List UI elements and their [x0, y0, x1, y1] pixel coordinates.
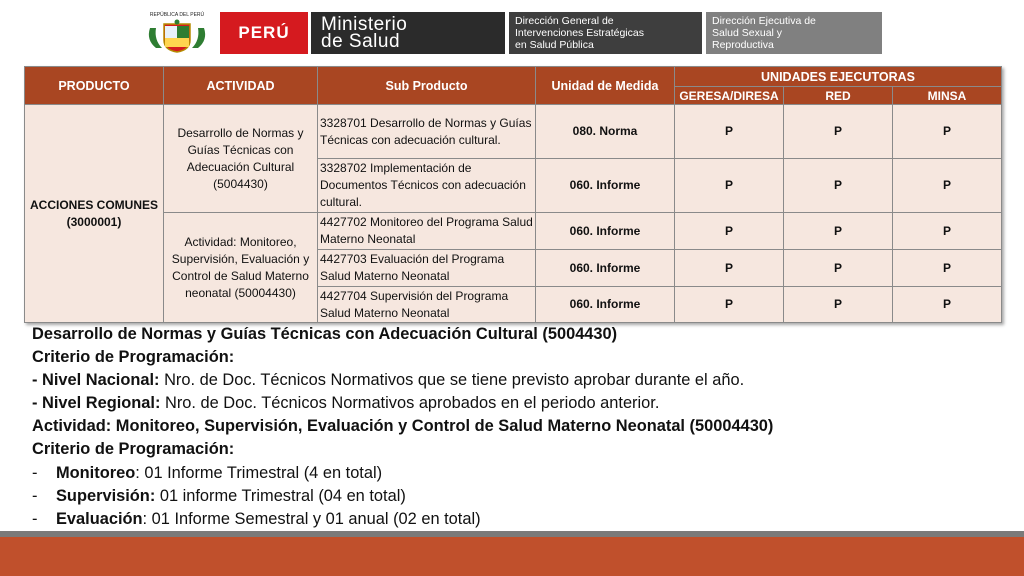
sub-producto-cell: 4427704 Supervisión del Programa Salud Materno Neonatal — [318, 287, 536, 323]
minsa-cell: P — [893, 213, 1002, 250]
criterio-heading: Criterio de Programación: — [32, 440, 235, 459]
header-unidad-medida: Unidad de Medida — [536, 67, 675, 105]
minsa-cell: P — [893, 250, 1002, 287]
supervision-label: Supervisión: — [56, 486, 156, 505]
sub-producto-cell: 3328701 Desarrollo de Normas y Guías Técnicas con adecuación cultural. — [318, 105, 536, 159]
de-line-3: Reproductiva — [712, 39, 774, 51]
header-unidades-ejecutoras: UNIDADES EJECUTORAS — [675, 67, 1002, 87]
geresa-cell: P — [675, 287, 784, 323]
body-line — [32, 369, 1012, 392]
monitoreo-text: : 01 Informe Trimestral (4 en total) — [135, 463, 383, 482]
de-line-1: Dirección Ejecutiva de — [712, 15, 816, 27]
ministerio-line-1: Ministerio — [321, 14, 408, 35]
geresa-cell: P — [675, 159, 784, 213]
monitoreo-label: Monitoreo — [56, 463, 136, 482]
section-heading: Desarrollo de Normas y Guías Técnicas con Adecuación Cultural (5004430) — [32, 325, 618, 343]
header-red: RED — [784, 87, 893, 105]
body-line — [32, 323, 1012, 346]
header-geresa: GERESA/DIRESA — [675, 87, 784, 105]
geresa-cell: P — [675, 105, 784, 159]
nivel-nacional-text: Nro. de Doc. Técnicos Normativos que se tiene previsto aprobar durante el año. — [159, 371, 745, 390]
bullet-dash: - — [32, 463, 38, 482]
peru-logo: PERÚ — [220, 12, 308, 54]
body-line — [32, 438, 1012, 461]
red-cell: P — [784, 159, 893, 213]
red-cell: P — [784, 105, 893, 159]
unidad-cell: 060. Informe — [536, 213, 675, 250]
criterio-heading: Criterio de Programación: — [32, 348, 235, 367]
ministerio-line-2: de Salud — [321, 31, 401, 52]
table-row — [25, 213, 1002, 250]
body-line — [32, 415, 1012, 438]
minsa-cell: P — [893, 105, 1002, 159]
actividad-cell: Desarrollo de Normas y Guías Técnicas con Adecuación Cultural (5004430) — [164, 105, 318, 213]
programming-table — [24, 66, 1002, 323]
shield-caption: REPÚBLICA DEL PERÚ — [149, 12, 205, 18]
geresa-cell: P — [675, 213, 784, 250]
geresa-cell: P — [675, 250, 784, 287]
header-sub-producto: Sub Producto — [318, 67, 536, 105]
header-actividad: ACTIVIDAD — [164, 67, 318, 105]
producto-cell: ACCIONES COMUNES (3000001) — [25, 105, 164, 323]
evaluacion-text: : 01 Informe Semestral y 01 anual (02 en total) — [142, 509, 481, 528]
sub-producto-cell: 4427702 Monitoreo del Programa Salud Materno Neonatal — [318, 213, 536, 250]
dg-line-2: Intervenciones Estratégicas — [515, 27, 644, 39]
bullet-dash: - — [32, 486, 38, 505]
body-line — [32, 485, 1012, 508]
minsa-cell: P — [893, 287, 1002, 323]
body-line — [32, 392, 1012, 415]
sub-producto-cell: 4427703 Evaluación del Programa Salud Materno Neonatal — [318, 250, 536, 287]
bullet-dash: - — [32, 509, 38, 528]
de-line-2: Salud Sexual y — [712, 27, 783, 39]
ministerio-logo — [311, 12, 505, 54]
dg-line-3: en Salud Pública — [515, 39, 594, 51]
unidad-cell: 080. Norma — [536, 105, 675, 159]
header-minsa: MINSA — [893, 87, 1002, 105]
unidad-cell: 060. Informe — [536, 159, 675, 213]
direccion-ejecutiva-logo — [706, 12, 882, 54]
supervision-text: 01 informe Trimestral (04 en total) — [155, 486, 406, 505]
nivel-nacional-label: - Nivel Nacional: — [32, 371, 160, 390]
unidad-cell: 060. Informe — [536, 287, 675, 323]
body-line — [32, 346, 1012, 369]
table-row — [25, 105, 1002, 159]
header-logos — [142, 12, 882, 54]
actividad-cell: Actividad: Monitoreo, Supervisión, Evaluación y Control de Salud Materno neonatal (50004430) — [164, 213, 318, 323]
header-producto: PRODUCTO — [25, 67, 164, 105]
body-text — [32, 323, 1012, 531]
coat-of-arms-logo — [142, 12, 212, 54]
red-cell: P — [784, 287, 893, 323]
direccion-general-logo — [509, 12, 702, 54]
minsa-cell: P — [893, 159, 1002, 213]
nivel-regional-label: - Nivel Regional: — [32, 394, 161, 413]
red-cell: P — [784, 213, 893, 250]
body-line — [32, 508, 1012, 531]
evaluacion-label: Evaluación — [56, 509, 143, 528]
body-line — [32, 462, 1012, 485]
footer-bar — [0, 537, 1024, 576]
dg-line-1: Dirección General de — [515, 15, 614, 27]
shield-icon — [142, 18, 212, 54]
sub-producto-cell: 3328702 Implementación de Documentos Técnicos con adecuación cultural. — [318, 159, 536, 213]
actividad-heading: Actividad: Monitoreo, Supervisión, Evaluación y Control de Salud Materno Neonatal (50004430) — [32, 417, 774, 436]
nivel-regional-text: Nro. de Doc. Técnicos Normativos aprobados en el periodo anterior. — [160, 394, 660, 413]
red-cell: P — [784, 250, 893, 287]
unidad-cell: 060. Informe — [536, 250, 675, 287]
